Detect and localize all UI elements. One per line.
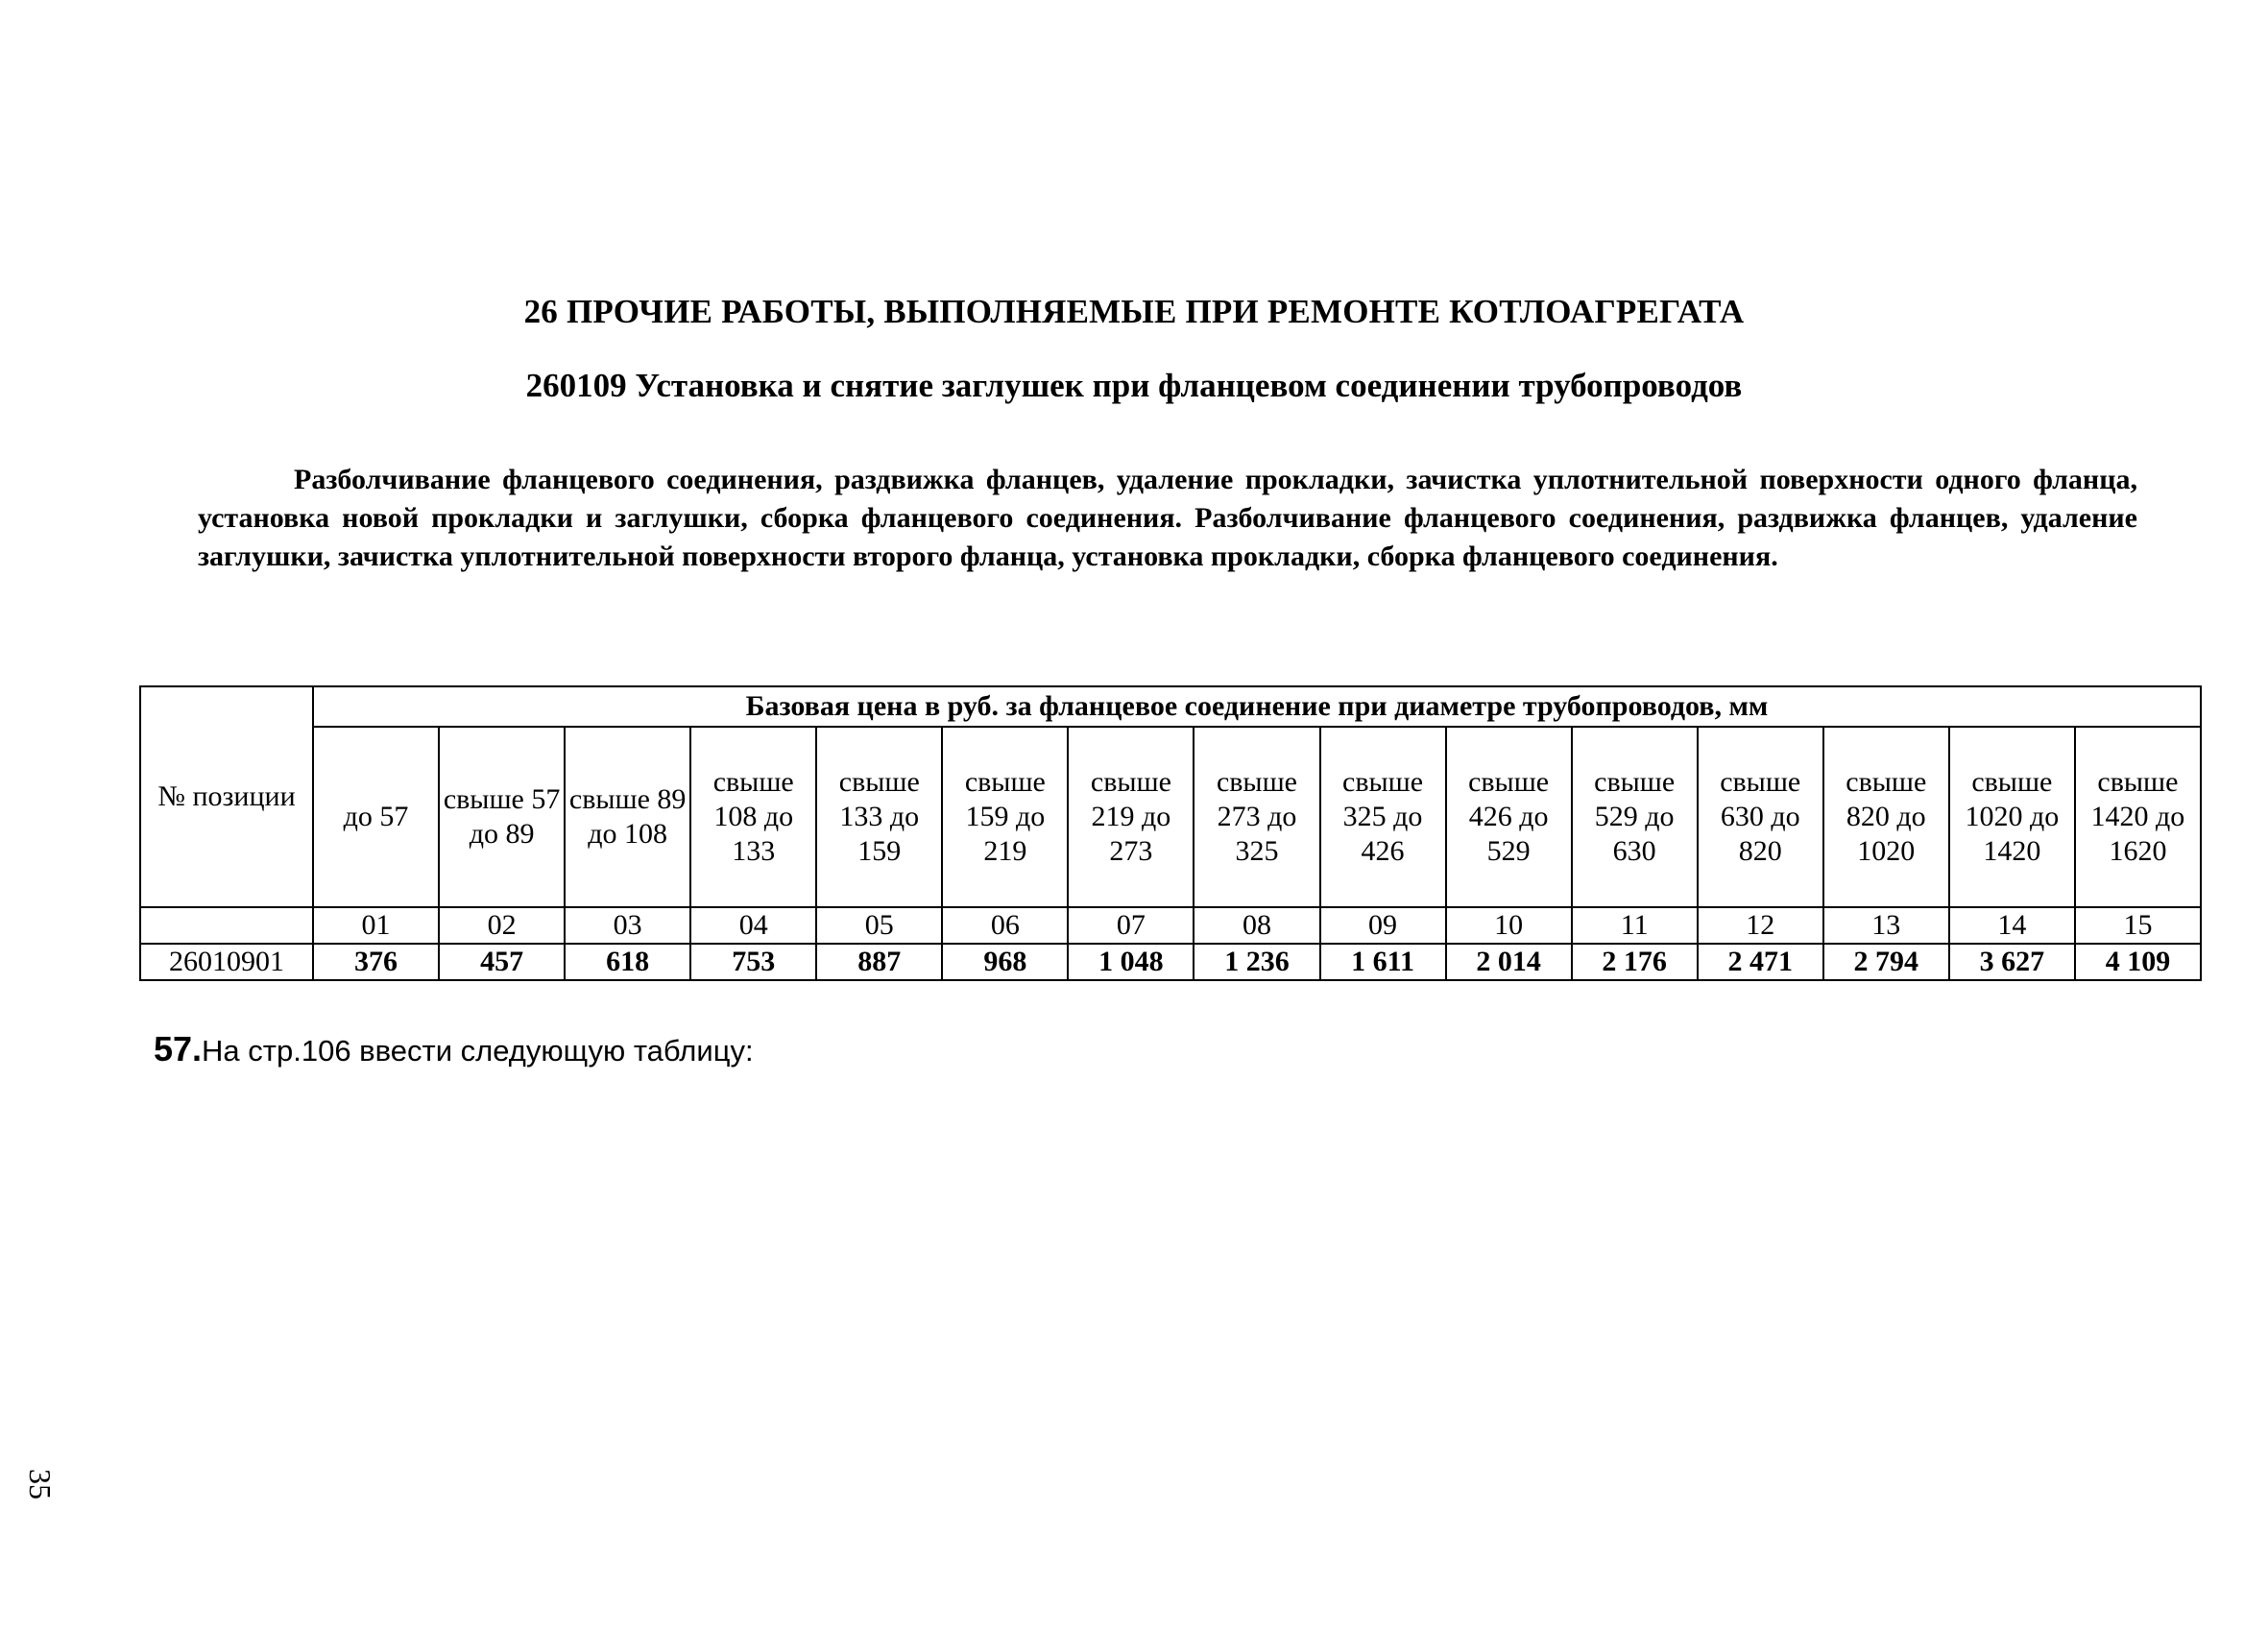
page-number: 35 — [23, 1469, 58, 1500]
price-cell: 1 236 — [1194, 944, 1319, 980]
column-number: 01 — [313, 907, 439, 944]
column-number-row — [140, 907, 2201, 944]
diameter-range-header: свыше 108 до 133 — [690, 727, 816, 907]
column-number: 11 — [1572, 907, 1698, 944]
work-description: Разболчивание фланцевого соединения, раздвижка фланцев, удаление прокладки, зачистка уплотнительной поверхности одного фланца, установка новой прокладки и заглушки, сборка фланцевого соединения. Разболчивание фланцевого соединения, раздвижка фланцев, удаление заглушки, зачистка уплотнительной поверхности второго фланца, установка прокладки, сборка фланцевого соединения. — [198, 464, 2137, 572]
diameter-range-header: свыше 159 до 219 — [942, 727, 1068, 907]
section-subtitle: 260109 Установка и снятие заглушек при фланцевом соединении трубопроводов — [525, 367, 1743, 404]
price-cell: 2 794 — [1823, 944, 1949, 980]
column-number: 13 — [1823, 907, 1949, 944]
column-number: 07 — [1068, 907, 1194, 944]
price-cell: 2 176 — [1572, 944, 1698, 980]
diameter-range-header: свыше 426 до 529 — [1446, 727, 1572, 907]
price-cell: 618 — [565, 944, 690, 980]
diameter-range-header: свыше 325 до 426 — [1320, 727, 1446, 907]
amendment-note — [154, 1029, 754, 1069]
note-number: 57. — [154, 1029, 203, 1068]
diameter-range-header: свыше 1420 до 1620 — [2075, 727, 2201, 907]
diameter-range-header: свыше 89 до 108 — [565, 727, 690, 907]
price-cell: 4 109 — [2075, 944, 2201, 980]
price-cell: 2 014 — [1446, 944, 1572, 980]
price-cell: 2 471 — [1698, 944, 1823, 980]
price-cell: 887 — [816, 944, 942, 980]
column-number: 04 — [690, 907, 816, 944]
price-banner-header: Базовая цена в руб. за фланцевое соединение при диаметре трубопроводов, мм — [313, 686, 2201, 727]
diameter-range-header: свыше 1020 до 1420 — [1949, 727, 2075, 907]
column-number-blank — [140, 907, 313, 944]
price-cell: 3 627 — [1949, 944, 2075, 980]
diameter-range-header: свыше 133 до 159 — [816, 727, 942, 907]
price-cell: 968 — [942, 944, 1068, 980]
section-title: 26 ПРОЧИЕ РАБОТЫ, ВЫПОЛНЯЕМЫЕ ПРИ РЕМОНТЕ КОТЛОАГРЕГАТА — [523, 293, 1745, 330]
column-number: 03 — [565, 907, 690, 944]
table-row — [140, 944, 2201, 980]
diameter-range-header: свыше 273 до 325 — [1194, 727, 1319, 907]
position-code: 26010901 — [140, 944, 313, 980]
price-cell: 1 048 — [1068, 944, 1194, 980]
price-cell: 1 611 — [1320, 944, 1446, 980]
note-text: На стр.106 ввести следующую таблицу: — [202, 1034, 754, 1068]
diameter-range-header: свыше 219 до 273 — [1068, 727, 1194, 907]
price-cell: 457 — [439, 944, 565, 980]
column-number: 14 — [1949, 907, 2075, 944]
column-number: 10 — [1446, 907, 1572, 944]
diameter-range-header: до 57 — [313, 727, 439, 907]
column-number: 08 — [1194, 907, 1319, 944]
diameter-range-header: свыше 57 до 89 — [439, 727, 565, 907]
column-number: 15 — [2075, 907, 2201, 944]
column-number: 05 — [816, 907, 942, 944]
column-number: 09 — [1320, 907, 1446, 944]
column-number: 02 — [439, 907, 565, 944]
column-number: 12 — [1698, 907, 1823, 944]
diameter-range-header: свыше 630 до 820 — [1698, 727, 1823, 907]
position-header: № позиции — [140, 686, 313, 907]
column-number: 06 — [942, 907, 1068, 944]
price-cell: 376 — [313, 944, 439, 980]
price-table — [139, 685, 2202, 981]
diameter-range-header: свыше 529 до 630 — [1572, 727, 1698, 907]
price-cell: 753 — [690, 944, 816, 980]
diameter-range-header: свыше 820 до 1020 — [1823, 727, 1949, 907]
